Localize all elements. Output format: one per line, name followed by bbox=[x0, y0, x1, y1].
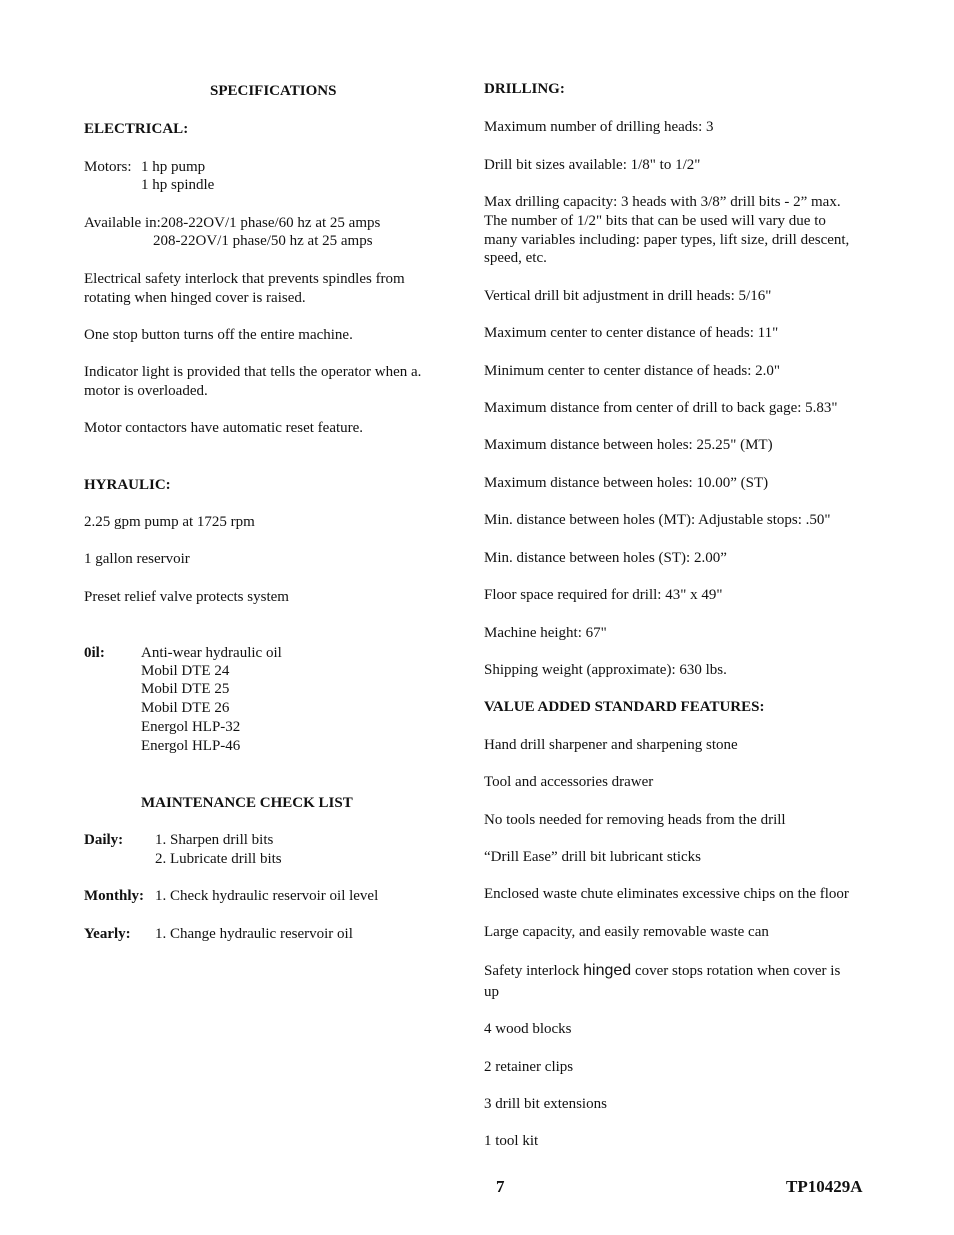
feature-item: 3 drill bit extensions bbox=[484, 1096, 607, 1112]
available-line-2: 208-22OV/1 phase/50 hz at 25 amps bbox=[153, 233, 373, 249]
page-number: 7 bbox=[496, 1177, 505, 1196]
indicator-line-2: motor is overloaded. bbox=[84, 383, 208, 399]
feature-item: Hand drill sharpener and sharpening stone bbox=[484, 737, 738, 753]
maintenance-title: MAINTENANCE CHECK LIST bbox=[141, 795, 353, 811]
feature-item: No tools needed for removing heads from the drill bbox=[484, 812, 786, 828]
oil-item: Energol HLP-46 bbox=[141, 738, 241, 754]
vertical-adjust-spec: Vertical drill bit adjustment in drill heads: 5/16" bbox=[484, 288, 772, 304]
height-spec: Machine height: 67" bbox=[484, 625, 607, 641]
feature-item: Enclosed waste chute eliminates excessive chips on the floor bbox=[484, 886, 849, 902]
feature-text: Safety interlock bbox=[484, 963, 584, 979]
oil-label: 0il: bbox=[84, 645, 105, 661]
motor-pump: 1 hp pump bbox=[141, 159, 206, 175]
min-holes-mt-spec: Min. distance between holes (MT): Adjustable stops: .50" bbox=[484, 512, 831, 528]
pump-spec: 2.25 gpm pump at 1725 rpm bbox=[84, 514, 255, 530]
feature-text: cover stops rotation when cover is bbox=[631, 963, 841, 979]
feature-item: Tool and accessories drawer bbox=[484, 774, 654, 790]
indicator-line-1: Indicator light is provided that tells the operator when a. bbox=[84, 364, 422, 380]
max-center-spec: Maximum center to center distance of heads: 11" bbox=[484, 325, 779, 341]
feature-item: 1 tool kit bbox=[484, 1133, 539, 1149]
feature-item: 2 retainer clips bbox=[484, 1059, 574, 1075]
interlock-line-1: Electrical safety interlock that prevents spindles from bbox=[84, 271, 405, 287]
back-gage-spec: Maximum distance from center of drill to back gage: 5.83" bbox=[484, 400, 838, 416]
contactors-text: Motor contactors have automatic reset feature. bbox=[84, 420, 364, 436]
daily-item: 1. Sharpen drill bits bbox=[155, 832, 274, 848]
capacity-line-3: many variables including: paper types, lift size, drill descent, bbox=[484, 232, 850, 248]
oil-item: Mobil DTE 26 bbox=[141, 700, 230, 716]
monthly-item: 1. Check hydraulic reservoir oil level bbox=[155, 888, 379, 904]
specifications-title: SPECIFICATIONS bbox=[210, 83, 337, 99]
feature-item: Large capacity, and easily removable waste can bbox=[484, 924, 769, 940]
daily-label: Daily: bbox=[84, 832, 124, 848]
min-holes-st-spec: Min. distance between holes (ST): 2.00” bbox=[484, 550, 727, 566]
oil-item: Anti-wear hydraulic oil bbox=[141, 645, 282, 661]
feature-item: 4 wood blocks bbox=[484, 1021, 572, 1037]
interlock-line-2: rotating when hinged cover is raised. bbox=[84, 290, 306, 306]
reservoir-spec: 1 gallon reservoir bbox=[84, 551, 190, 567]
yearly-item: 1. Change hydraulic reservoir oil bbox=[155, 926, 353, 942]
shipping-spec: Shipping weight (approximate): 630 lbs. bbox=[484, 662, 727, 678]
feature-item-interlock-cont: up bbox=[484, 984, 499, 1000]
max-holes-st-spec: Maximum distance between holes: 10.00” (ST) bbox=[484, 475, 769, 491]
feature-item-interlock bbox=[484, 961, 840, 981]
yearly-label: Yearly: bbox=[84, 926, 131, 942]
hydraulic-heading: HYRAULIC: bbox=[84, 477, 171, 493]
bit-sizes-spec: Drill bit sizes available: 1/8" to 1/2" bbox=[484, 157, 701, 173]
feature-text-hinged: hinged bbox=[583, 962, 632, 979]
feature-item: “Drill Ease” drill bit lubricant sticks bbox=[484, 849, 702, 865]
stop-button-text: One stop button turns off the entire machine. bbox=[84, 327, 353, 343]
capacity-line-2: The number of 1/2" bits that can be used will vary due to bbox=[484, 213, 826, 229]
available-line-1: Available in:208-22OV/1 phase/60 hz at 25 amps bbox=[84, 215, 381, 231]
motors-label: Motors: bbox=[84, 159, 132, 175]
capacity-line-1: Max drilling capacity: 3 heads with 3/8” drill bits - 2” max. bbox=[484, 194, 841, 210]
max-heads-spec: Maximum number of drilling heads: 3 bbox=[484, 119, 714, 135]
floor-space-spec: Floor space required for drill: 43" x 49" bbox=[484, 587, 723, 603]
daily-item: 2. Lubricate drill bits bbox=[155, 851, 282, 867]
electrical-heading: ELECTRICAL: bbox=[84, 121, 189, 137]
drilling-heading: DRILLING: bbox=[484, 81, 565, 97]
oil-item: Energol HLP-32 bbox=[141, 719, 241, 735]
relief-valve-spec: Preset relief valve protects system bbox=[84, 589, 289, 605]
motor-spindle: 1 hp spindle bbox=[141, 177, 215, 193]
max-holes-mt-spec: Maximum distance between holes: 25.25" (MT) bbox=[484, 437, 773, 453]
min-center-spec: Minimum center to center distance of heads: 2.0" bbox=[484, 363, 781, 379]
capacity-line-4: speed, etc. bbox=[484, 250, 547, 266]
document-id: TP10429A bbox=[786, 1177, 863, 1196]
oil-item: Mobil DTE 25 bbox=[141, 681, 230, 697]
features-heading: VALUE ADDED STANDARD FEATURES: bbox=[484, 699, 765, 715]
monthly-label: Monthly: bbox=[84, 888, 144, 904]
oil-item: Mobil DTE 24 bbox=[141, 663, 230, 679]
